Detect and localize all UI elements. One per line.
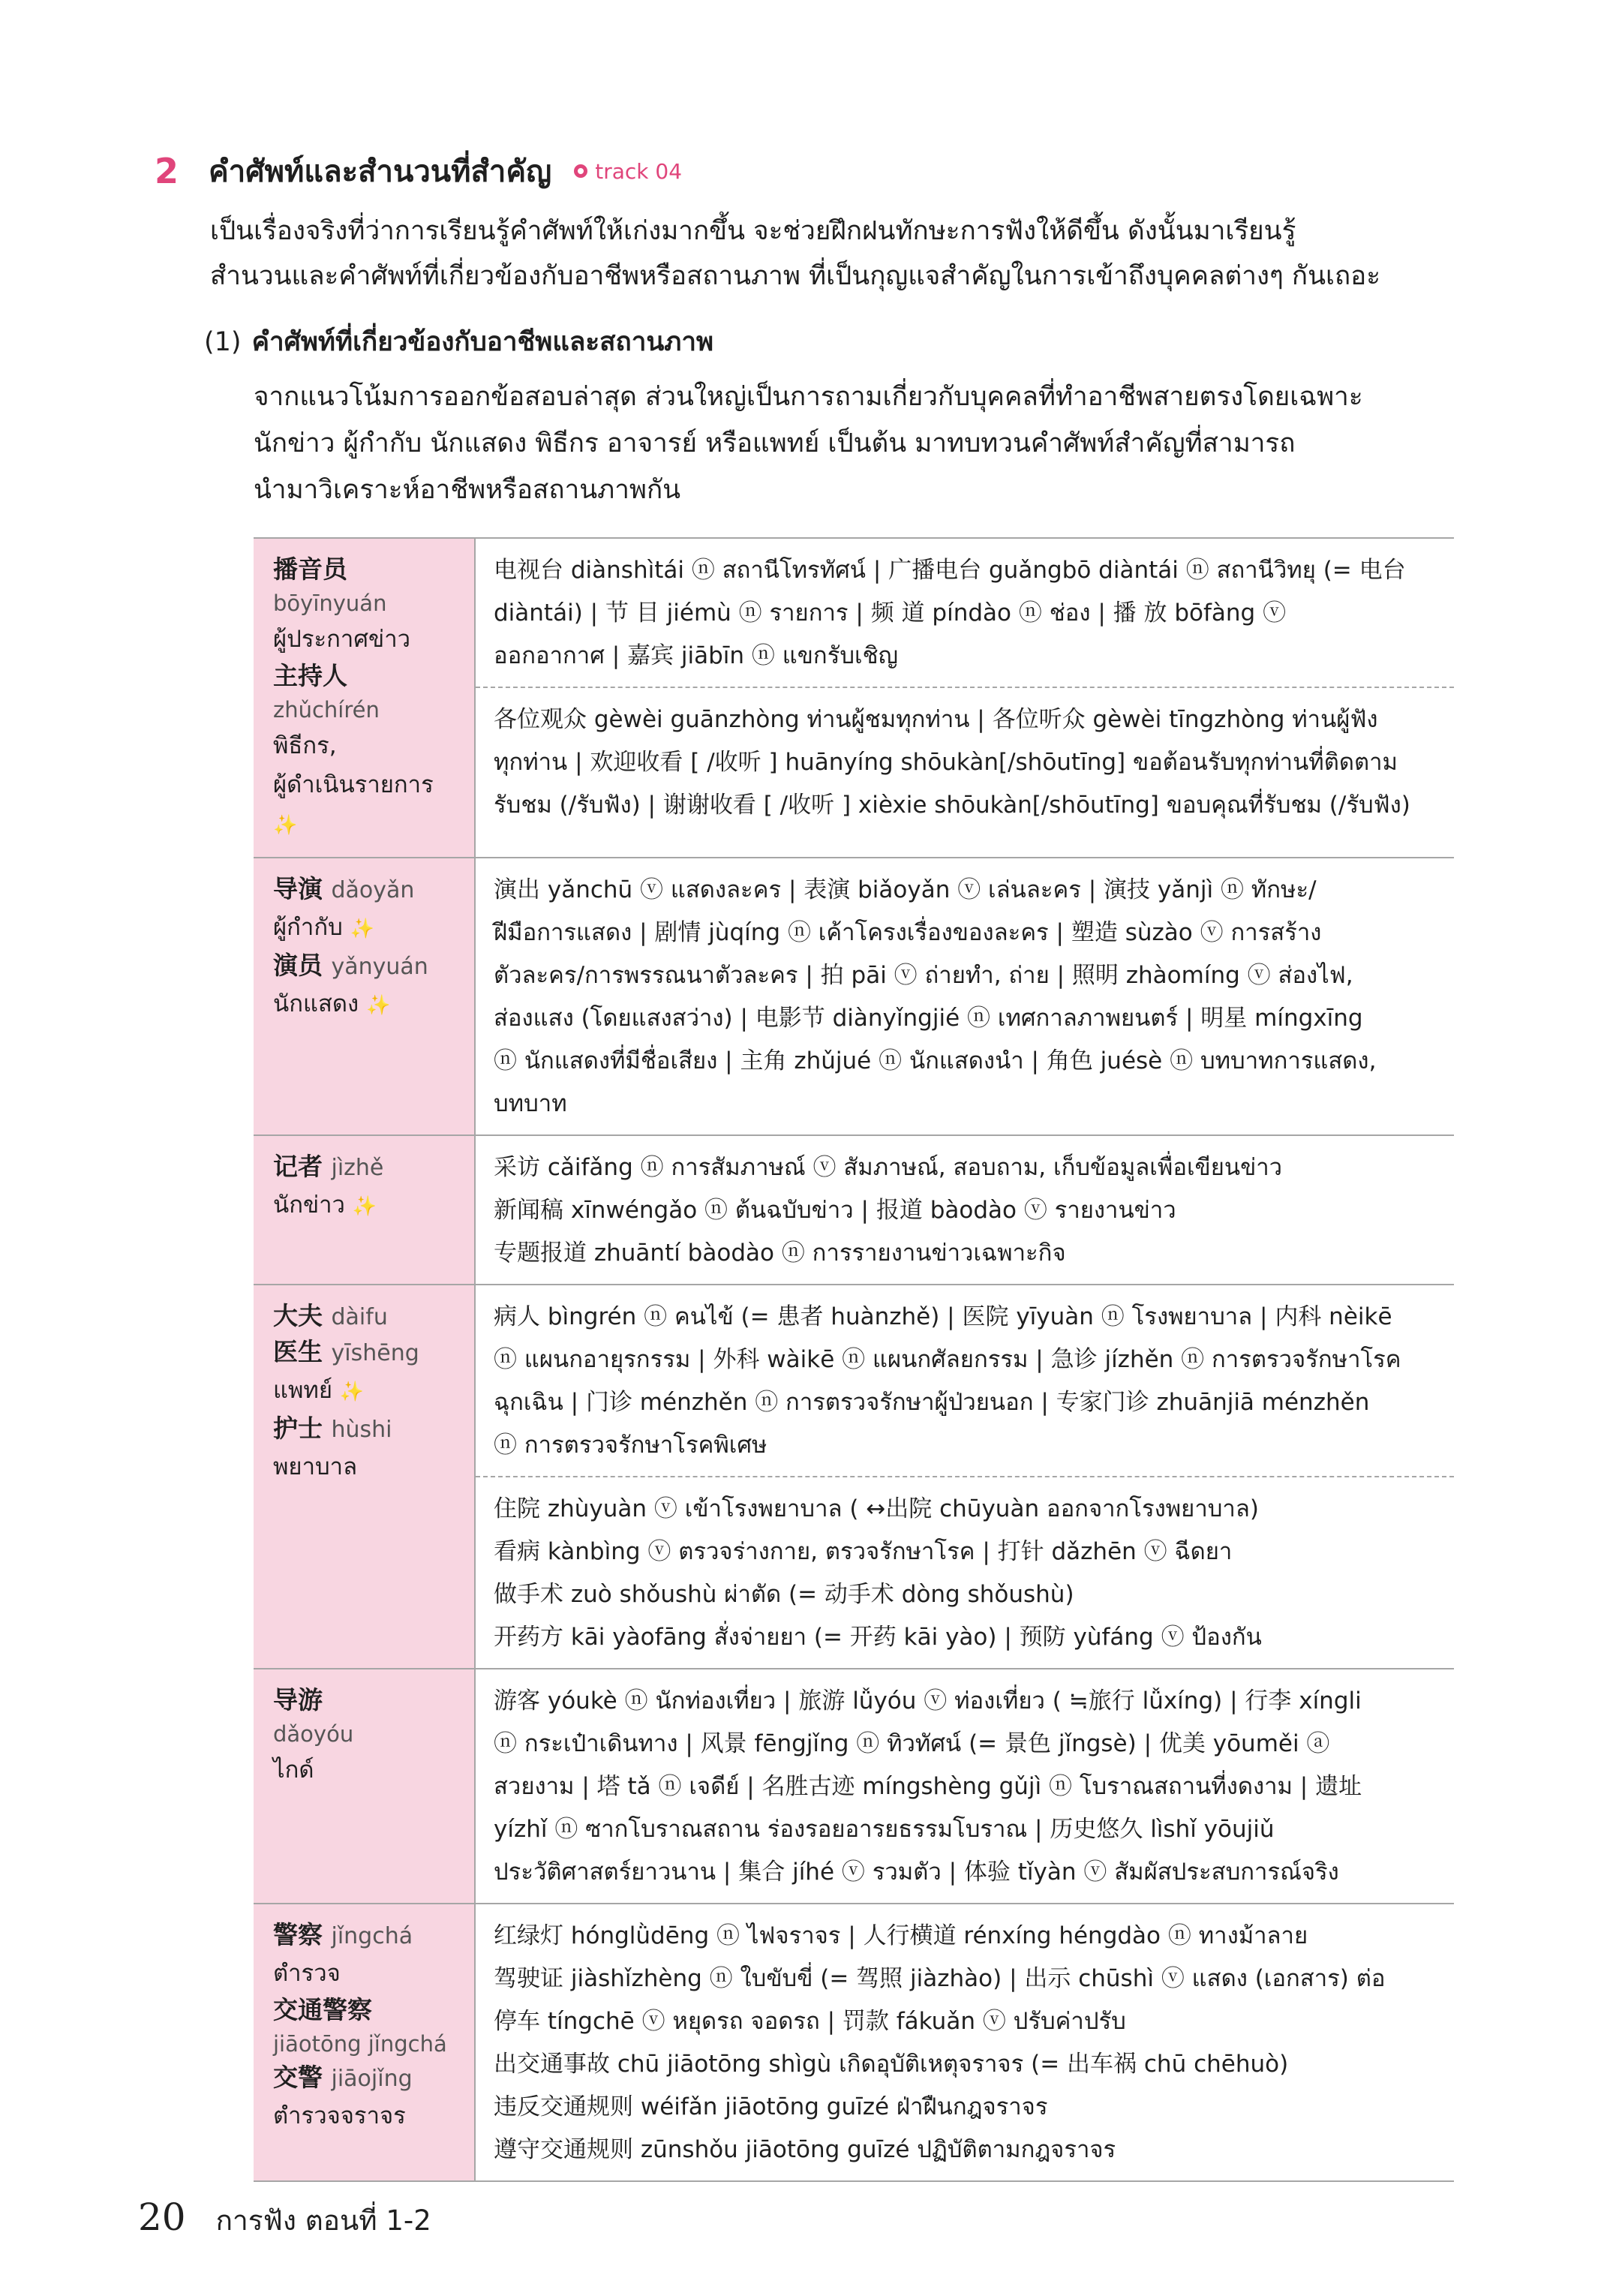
role-term-chinese: 导游	[273, 1685, 323, 1714]
role-term-chinese: 导演	[273, 874, 323, 903]
role-term	[273, 1993, 461, 2027]
vocab-line: ⓝ แผนกอายุรกรรม | 外科 wàikē ⓝ แผนกศัลยกรรม | 急诊 jízhěn ⓝ การตรวจรักษาโรค	[494, 1346, 1401, 1373]
role-term	[273, 1918, 461, 1954]
vocab-group	[476, 687, 1454, 836]
vocab-line: 新闻稿 xīnwéngǎo ⓝ ต้นฉบับข่าว | 报道 bàodào ⓥ รายงานข่าว	[494, 1197, 1176, 1224]
role-thai	[273, 908, 461, 948]
section-number: 2	[155, 151, 179, 191]
role-thai	[273, 1186, 461, 1226]
vocab-line: ฝีมือการแสดง | 剧情 jùqíng ⓝ เค้าโครงเรื่องของละคร | 塑造 sùzào ⓥ การสร้าง	[494, 919, 1322, 946]
vocab-line: 电视台 diànshìtái ⓝ สถานีโทรทัศน์ | 广播电台 guǎngbō diàntái ⓝ สถานีวิทยุ (= 电台	[494, 557, 1406, 584]
vocab-line: 违反交通规则 wéifǎn jiāotōng guīzé ฝ่าฝืนกฎจราจร	[494, 2093, 1048, 2120]
audio-track-label[interactable]	[574, 159, 682, 184]
vocab-group	[476, 1669, 1454, 1903]
role-thai	[273, 1954, 461, 1993]
sparkle-icon: ✨	[352, 1195, 377, 1218]
vocab-line: รับชม (/รับฟัง) | 谢谢收看 [ /收听 ] xièxie shōukàn[/shōutīng] ขอบคุณที่รับชม (/รับฟัง)	[494, 792, 1410, 819]
vocab-line: 游客 yóukè ⓝ นักท่องเที่ยว | 旅游 lǚyóu ⓥ ท่องเที่ยว ( ≒旅行 lǚxíng) | 行李 xíngli	[494, 1687, 1362, 1714]
role-term	[273, 1335, 461, 1371]
vocab-cell	[475, 1669, 1454, 1904]
role-text: dǎoyóu	[273, 1721, 354, 1747]
vocab-row	[254, 1135, 1454, 1285]
role-cell	[254, 1669, 475, 1904]
sparkle-icon: ✨	[339, 1381, 365, 1403]
vocab-line: ⓝ การตรวจรักษาโรคพิเศษ	[494, 1432, 767, 1459]
vocab-row	[254, 1669, 1454, 1904]
vocab-row	[254, 858, 1454, 1135]
vocab-group	[476, 1476, 1454, 1668]
role-thai	[273, 765, 461, 845]
role-text: jiāotōng jǐngchá	[273, 2031, 447, 2057]
page-footer	[138, 2195, 431, 2243]
role-thai	[273, 726, 461, 765]
sparkle-icon: ✨	[366, 994, 391, 1017]
subsection-intro	[254, 374, 1454, 513]
vocab-line: 看病 kànbìng ⓥ ตรวจร่างกาย, ตรวจรักษาโรค | 打针 dǎzhēn ⓥ ฉีดยา	[494, 1538, 1233, 1565]
role-thai	[273, 984, 461, 1025]
role-pinyin	[273, 587, 461, 620]
role-term-pinyin: yīshēng	[331, 1340, 419, 1366]
subintro-line: จากแนวโน้มการออกข้อสอบล่าสุด ส่วนใหญ่เป็นการถามเกี่ยวกับบุคคลที่ทำอาชีพสายตรงโดยเฉพาะ	[254, 382, 1363, 412]
vocab-line: 采访 cǎifǎng ⓝ การสัมภาษณ์ ⓥ สัมภาษณ์, สอบถาม, เก็บข้อมูลเพื่อเขียนข่าว	[494, 1154, 1283, 1181]
role-text: ผู้กำกับ	[273, 914, 343, 941]
role-cell	[254, 1904, 475, 2181]
role-term	[273, 552, 461, 587]
role-term-pinyin: dàifu	[331, 1304, 388, 1330]
vocab-group	[476, 1285, 1454, 1476]
vocab-line: 开药方 kāi yàofāng สั่งจ่ายยา (= 开药 kāi yào) | 预防 yùfáng ⓥ ป้องกัน	[494, 1624, 1262, 1651]
role-cell	[254, 858, 475, 1135]
vocab-line: ⓝ กระเป๋าเดินทาง | 风景 fēngjǐng ⓝ ทิวทัศน์ (= 景色 jǐngsè) | 优美 yōuměi ⓐ	[494, 1730, 1330, 1757]
role-term-pinyin: jǐngchá	[331, 1923, 413, 1949]
intro-line: สำนวนและคำศัพท์ที่เกี่ยวข้องกับอาชีพหรือสถานภาพ ที่เป็นกุญแจสำคัญในการเข้าถึงบุคคลต่างๆ กันเถอะ	[210, 261, 1380, 291]
role-term-chinese: 主持人	[273, 661, 347, 690]
vocab-group	[476, 1136, 1454, 1284]
vocab-line: 出交通事故 chū jiāotōng shìgù เกิดอุบัติเหตุจราจร (= 出车祸 chū chēhuò)	[494, 2051, 1289, 2078]
role-term	[273, 2060, 461, 2096]
vocab-line: 驾驶证 jiàshǐzhèng ⓝ ใบขับขี่ (= 驾照 jiàzhào) | 出示 chūshì ⓥ แสดง (เอกสาร) ต่อ	[494, 1965, 1386, 1992]
role-thai	[273, 620, 461, 659]
subintro-line: นักข่าว ผู้กำกับ นักแสดง พิธีกร อาจารย์ หรือแพทย์ เป็นต้น มาทบทวนคำศัพท์สำคัญที่สามารถ	[254, 428, 1296, 458]
role-term-chinese: 交警	[273, 2063, 323, 2092]
vocab-line: 红绿灯 hónglǜdēng ⓝ ไฟจราจร | 人行横道 rénxíng héngdào ⓝ ทางม้าลาย	[494, 1922, 1308, 1949]
page-number: 20	[138, 2195, 186, 2239]
subintro-line: นำมาวิเคราะห์อาชีพหรือสถานภาพกัน	[254, 475, 681, 505]
vocab-group	[476, 1904, 1454, 2180]
role-text: ผู้ประกาศข่าว	[273, 626, 411, 653]
vocab-row	[254, 538, 1454, 858]
role-term-chinese: 护士	[273, 1414, 323, 1443]
vocab-line: 病人 bìngrén ⓝ คนไข้ (= 患者 huànzhě) | 医院 yīyuàn ⓝ โรงพยาบาล | 内科 nèikē	[494, 1303, 1392, 1330]
role-term	[273, 1411, 461, 1447]
role-term	[273, 948, 461, 984]
vocab-line: ประวัติศาสตร์ยาวนาน | 集合 jíhé ⓥ รวมตัว | 体验 tǐyàn ⓥ สัมผัสประสบการณ์จริง	[494, 1859, 1339, 1886]
section-header	[155, 147, 682, 195]
vocab-line: บทบาท	[494, 1090, 567, 1117]
vocabulary-table	[254, 537, 1454, 2182]
vocab-line: ส่องแสง (โดยแสงสว่าง) | 电影节 diànyǐngjié ⓝ เทศกาลภาพยนตร์ | 明星 míngxīng	[494, 1005, 1363, 1032]
role-term-chinese: 警察	[273, 1920, 323, 1949]
sparkle-icon: ✨	[273, 814, 298, 837]
vocab-group	[476, 539, 1454, 687]
vocab-line: 演出 yǎnchū ⓥ แสดงละคร | 表演 biǎoyǎn ⓥ เล่นละคร | 演技 yǎnjì ⓝ ทักษะ/	[494, 876, 1317, 903]
role-pinyin	[273, 1717, 461, 1751]
vocab-line: ออกอากาศ | 嘉宾 jiābīn ⓝ แขกรับเชิญ	[494, 642, 899, 669]
role-term	[273, 1150, 461, 1186]
role-term-pinyin: jiāojǐng	[331, 2066, 413, 2092]
role-term-chinese: 大夫	[273, 1301, 323, 1330]
role-term	[273, 872, 461, 908]
role-text: นักข่าว	[273, 1192, 345, 1219]
role-text: ตำรวจ	[273, 1960, 341, 1987]
audio-track-icon	[574, 164, 587, 178]
role-term-pinyin: jìzhě	[331, 1155, 384, 1181]
role-term-chinese: 医生	[273, 1337, 323, 1366]
section-title: คำศัพท์และสำนวนที่สำคัญ	[209, 155, 552, 189]
vocab-cell	[475, 1135, 1454, 1285]
vocab-row	[254, 1285, 1454, 1669]
role-term-chinese: 播音员	[273, 554, 347, 584]
vocab-group	[476, 858, 1454, 1134]
role-text: ไกด์	[273, 1757, 314, 1784]
intro-line: เป็นเรื่องจริงที่ว่าการเรียนรู้คำศัพท์ให้เก่งมากขึ้น จะช่วยฝึกฝนทักษะการฟังให้ดีขึ้น ดังนั้นมาเรียนรู้	[210, 216, 1296, 246]
vocab-cell	[475, 538, 1454, 858]
vocab-line: ทุกท่าน | 欢迎收看 [ /收听 ] huānyíng shōukàn[/shōutīng] ขอต้อนรับทุกท่านที่ติดตาม	[494, 749, 1398, 776]
role-term-chinese: 记者	[273, 1152, 323, 1181]
section-intro	[210, 209, 1455, 299]
role-term-pinyin: hùshi	[331, 1417, 392, 1443]
audio-track-text: track 04	[595, 158, 683, 184]
role-cell	[254, 538, 475, 858]
role-text: bōyīnyuán	[273, 591, 387, 616]
role-pinyin	[273, 2027, 461, 2060]
role-cell	[254, 1285, 475, 1669]
role-thai	[273, 1751, 461, 1790]
role-pinyin	[273, 693, 461, 726]
vocab-line: 各位观众 gèwèi guānzhòng ท่านผู้ชมทุกท่าน | 各位听众 gèwèi tīngzhòng ท่านผู้ฟัง	[494, 706, 1378, 733]
vocab-cell	[475, 1904, 1454, 2181]
role-thai	[273, 1447, 461, 1486]
role-text: zhǔchírén	[273, 697, 380, 723]
role-term-chinese: 演员	[273, 951, 323, 980]
vocab-line: diàntái) | 节 目 jiémù ⓝ รายการ | 频 道 píndào ⓝ ช่อง | 播 放 bōfàng ⓥ	[494, 600, 1287, 627]
vocab-cell	[475, 858, 1454, 1135]
role-term-pinyin: dǎoyǎn	[331, 877, 415, 903]
vocab-line: 住院 zhùyuàn ⓥ เข้าโรงพยาบาล ( ↔出院 chūyuàn ออกจากโรงพยาบาล)	[494, 1495, 1259, 1522]
subsection-heading	[204, 321, 713, 362]
role-text: ผู้ดำเนินรายการ	[273, 771, 434, 798]
vocab-row	[254, 1904, 1454, 2181]
role-term	[273, 659, 461, 693]
role-cell	[254, 1135, 475, 1285]
vocab-line: 遵守交通规则 zūnshǒu jiāotōng guīzé ปฏิบัติตามกฎจราจร	[494, 2136, 1116, 2163]
vocab-cell	[475, 1285, 1454, 1669]
role-text: นักแสดง	[273, 990, 359, 1017]
vocab-line: 做手术 zuò shǒushù ผ่าตัด (= 动手术 dòng shǒushù)	[494, 1581, 1074, 1608]
role-term	[273, 1683, 461, 1717]
subsection-number: (1)	[204, 327, 242, 357]
sparkle-icon: ✨	[350, 918, 375, 940]
role-term	[273, 1299, 461, 1335]
role-term-pinyin: yǎnyuán	[331, 954, 428, 980]
role-text: ตำรวจจราจร	[273, 2102, 406, 2129]
vocab-line: 停车 tíngchē ⓥ หยุดรถ จอดรถ | 罚款 fákuǎn ⓥ ปรับค่าปรับ	[494, 2008, 1126, 2035]
subsection-title: คำศัพท์ที่เกี่ยวข้องกับอาชีพและสถานภาพ	[251, 327, 714, 357]
role-thai	[273, 1371, 461, 1411]
role-term-chinese: 交通警察	[273, 1995, 372, 2024]
vocab-line: ฉุกเฉิน | 门诊 ménzhěn ⓝ การตรวจรักษาผู้ป่วยนอก | 专家门诊 zhuānjiā ménzhěn	[494, 1389, 1370, 1416]
role-text: พยาบาล	[273, 1453, 358, 1480]
vocab-line: ตัวละคร/การพรรณนาตัวละคร | 拍 pāi ⓥ ถ่ายทำ, ถ่าย | 照明 zhàomíng ⓥ ส่องไฟ,	[494, 962, 1353, 989]
role-text: แพทย์	[273, 1377, 333, 1404]
vocab-line: yízhǐ ⓝ ซากโบราณสถาน ร่องรอยอารยธรรมโบราณ | 历史悠久 lìshǐ yōujiǔ	[494, 1816, 1275, 1843]
vocab-line: 专题报道 zhuāntí bàodào ⓝ การรายงานข่าวเฉพาะกิจ	[494, 1240, 1066, 1267]
vocab-line: ⓝ นักแสดงที่มีชื่อเสียง | 主角 zhǔjué ⓝ นักแสดงนำ | 角色 juésè ⓝ บทบาทการแสดง,	[494, 1047, 1377, 1074]
role-text: พิธีกร,	[273, 732, 337, 759]
footer-label: การฟัง ตอนที่ 1-2	[215, 2204, 431, 2237]
vocab-line: สวยงาม | 塔 tǎ ⓝ เจดีย์ | 名胜古迹 míngshèng gǔjì ⓝ โบราณสถานที่งดงาม | 遗址	[494, 1773, 1362, 1800]
role-thai	[273, 2096, 461, 2135]
